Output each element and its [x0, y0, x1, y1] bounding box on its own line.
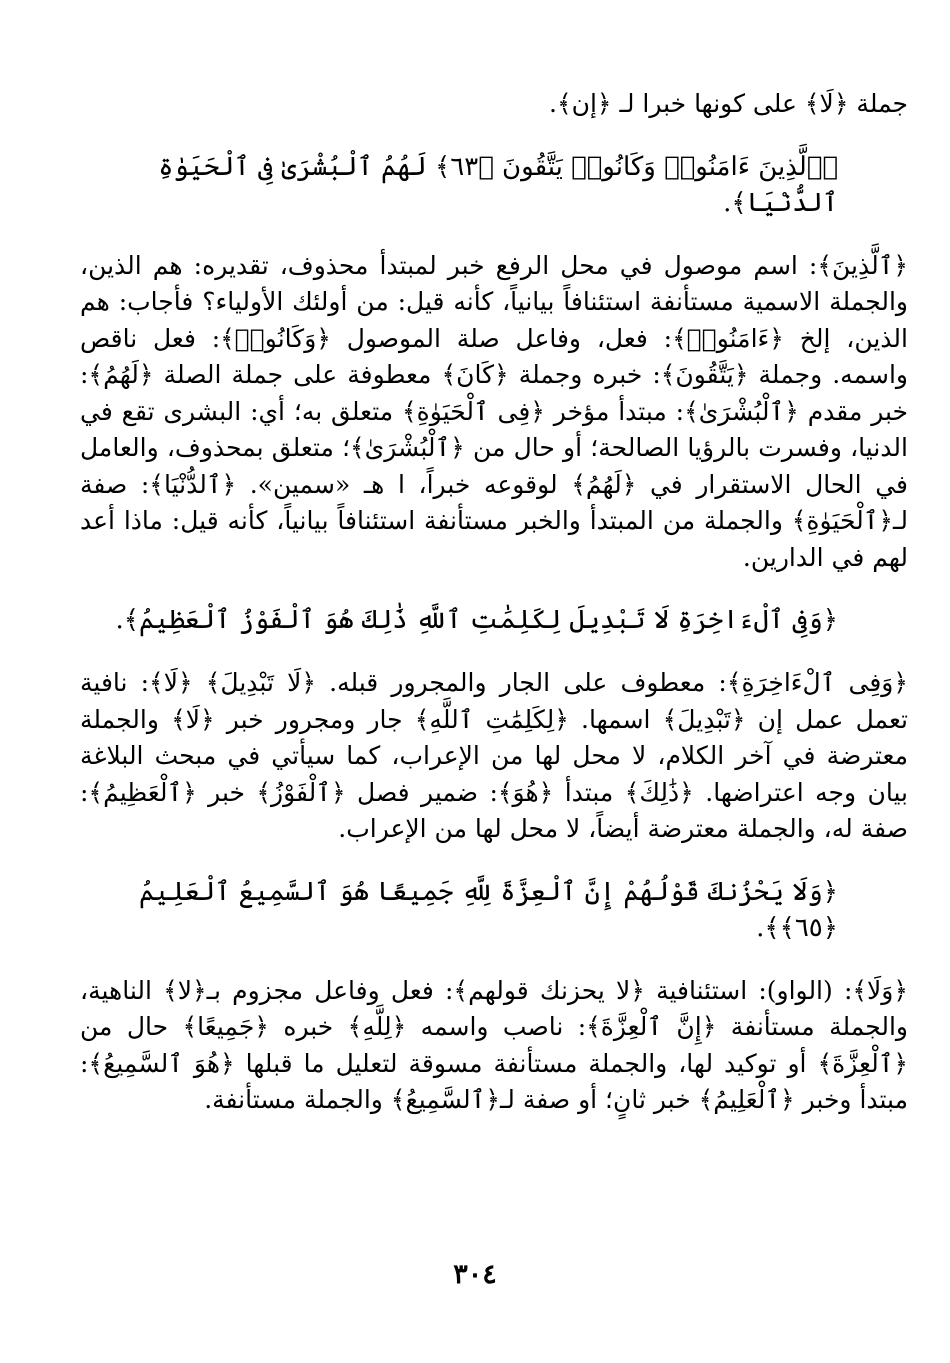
text-paragraph: ﴿وَفِى ٱلْءَاخِرَةِ﴾: معطوف على الجار والمجرور قبله. ﴿لَا تَبْدِيلَ﴾ ﴿لَا﴾: نافية تعمل عمل إن ﴿تَبْدِيلَ﴾ اسمها. ﴿لِكَلِمَٰتِ ٱللَّهِ﴾ جار ومجرور خبر ﴿لَا﴾ والجملة معترضة في آخر الكلام، لا محل لها من الإعراب، كما سيأتي في مبحث البلاغة بيان وجه اعتراضها. ﴿ذَٰلِكَ﴾ مبتدأ ﴿هُوَ﴾: ضمير فصل ﴿ٱلْفَوْزُ﴾ خبر ﴿ٱلْعَظِيمُ﴾: صفة له، والجملة معترضة أيضاً، لا محل لها من الإعراب. — [80, 668, 908, 843]
page-number: ٣٠٤ — [453, 1259, 497, 1290]
quran-verse: ﴿وَلَا يَحْزُنكَ قَوْلُهُمْ إِنَّ ٱلْعِزَّةَ لِلَّهِ جَمِيعًا هُوَ ٱلسَّمِيعُ ٱلْعَلِيمُ ﴿٦٥﴾﴾. — [139, 876, 838, 943]
quran-verse: ﴿وَفِى ٱلْءَاخِرَةِ لَا تَبْدِيلَ لِكَلِمَٰتِ ٱللَّهِ ذَٰلِكَ هُوَ ٱلْفَوْزُ ٱلْعَظِيمُ﴾. — [115, 605, 838, 635]
text-paragraph: ﴿ٱلَّذِينَ﴾: اسم موصول في محل الرفع خبر لمبتدأ محذوف، تقديره: هم الذين، والجملة الاسمية مستأنفة استئنافاً بيانياً، كأنه قيل: من أولئك الأولياء؟ فأجاب: هم الذين، إلخ ﴿ءَامَنُوا۟﴾: فعل، وفاعل صلة الموصول ﴿وَكَانُوا۟﴾: فعل ناقص واسمه. وجملة ﴿يَتَّقُونَ﴾: خبره وجملة ﴿كَانَ﴾ معطوفة على جملة الصلة ﴿لَهُمُ﴾: خبر مقدم ﴿ٱلْبُشْرَىٰ﴾: مبتدأ مؤخر ﴿فِى ٱلْحَيَوٰةِ﴾ متعلق به؛ أي: البشرى تقع في الدنيا، وفسرت بالرؤيا الصالحة؛ أو حال من ﴿ٱلْبُشْرَىٰ﴾؛ متعلق بمحذوف، والعامل في الحال الاستقرار في ﴿لَهُمُ﴾ لوقوعه خبراً، ا هـ «سمين». ﴿ٱلدُّنْيَا﴾: صفة لـ﴿ٱلْحَيَوٰةِ﴾ والجملة من المبتدأ والخبر مستأنفة استئنافاً بيانياً، كأنه قيل: ماذا أعد لهم في الدارين. — [80, 250, 908, 572]
text-paragraph: جملة ﴿لَا﴾ على كونها خبرا لـ ﴿إن﴾. — [549, 89, 908, 118]
quran-verse: ﴿ٱلَّذِينَ ءَامَنُوا۟ وَكَانُوا۟ يَتَّقُونَ ﴿٦٣﴾ لَهُمُ ٱلْبُشْرَىٰ فِى ٱلْحَيَوٰةِ ٱلدُّنْيَا﴾. — [158, 151, 838, 218]
spacer — [80, 848, 908, 874]
spacer — [80, 221, 908, 248]
spacer — [80, 123, 908, 149]
spacer — [80, 946, 908, 973]
spacer — [80, 638, 908, 665]
page-body — [80, 86, 908, 1119]
text-paragraph: ﴿وَلَا﴾: (الواو): استئنافية ﴿لا يحزنك قولهم﴾: فعل وفاعل مجزوم بـ﴿لا﴾ الناهية، والجملة مستأنفة ﴿إِنَّ ٱلْعِزَّةَ﴾: ناصب واسمه ﴿لِلَّهِ﴾ خبره ﴿جَمِيعًا﴾ حال من ﴿ٱلْعِزَّةَ﴾ أو توكيد لها، والجملة مستأنفة مسوقة لتعليل ما قبلها ﴿هُوَ ٱلسَّمِيعُ﴾: مبتدأ وخبر ﴿ٱلْعَلِيمُ﴾ خبر ثانٍ؛ أو صفة لـ﴿ٱلسَّمِيعُ﴾ والجملة مستأنفة. — [80, 975, 908, 1114]
spacer — [80, 576, 908, 602]
